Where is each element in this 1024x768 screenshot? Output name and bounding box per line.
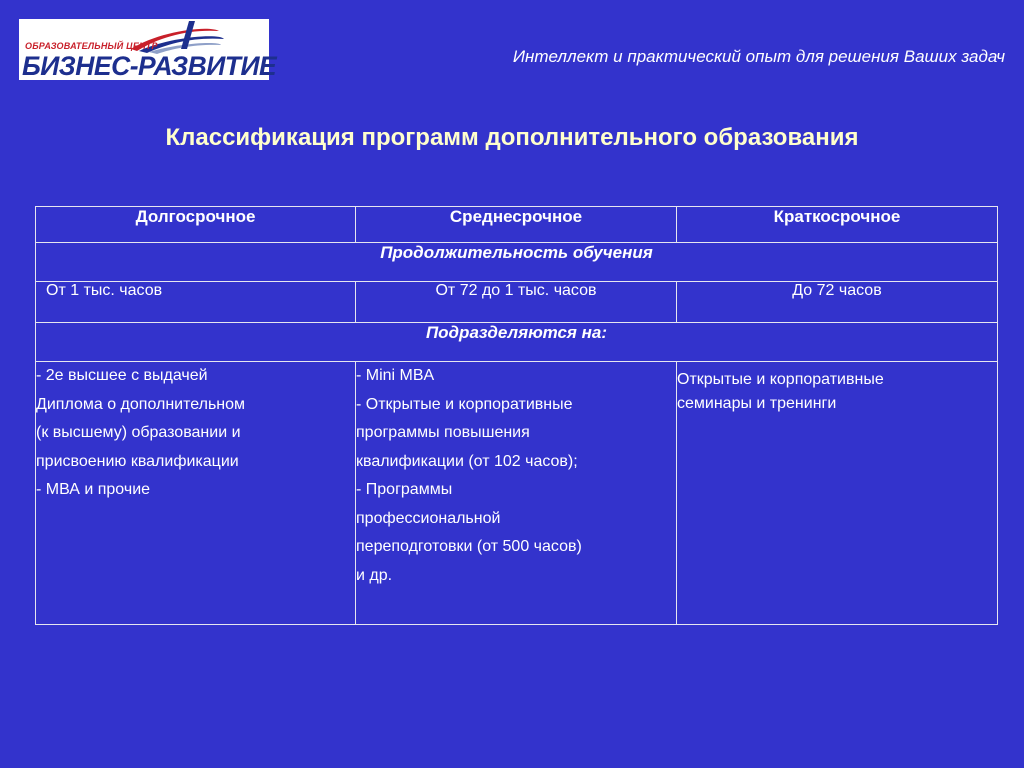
list-item: переподготовки (от 500 часов) [356,538,582,555]
short-term-details [677,362,998,625]
long-term-details [36,362,356,625]
mid-term-details [356,362,677,625]
list-item: профессиональной [356,509,501,527]
subdivided-row [36,323,998,362]
list-item: программы повышения [356,424,530,441]
hours-long-term: От 1 тыс. часов [36,282,356,323]
classification-table [35,206,998,625]
slide-title: Классификация программ дополнительного образования [165,124,859,151]
column-header-short-term: Краткосрочное [677,207,998,243]
column-header-long-term: Долгосрочное [36,207,356,243]
hours-mid-term: От 72 до 1 тыс. часов [356,282,677,323]
list-item: - Программы [356,481,453,498]
duration-row [36,243,998,282]
list-item: - МВА и прочие [36,481,151,498]
table-header-row [36,207,998,243]
column-header-mid-term: Среднесрочное [356,207,677,243]
list-item: - Mini MBA [356,367,435,384]
list-item: и др. [356,566,393,584]
list-item: - 2е высшее с выдачей [36,367,208,384]
subdivided-label: Подразделяются на: [36,323,998,362]
list-item: квалификации (от 102 часов); [356,452,578,470]
logo-center-text: ОБРАЗОВАТЕЛЬНЫЙ ЦЕНТР [25,41,158,51]
list-item: семинары и тренинги [677,395,837,412]
company-logo [19,19,277,81]
list-item: Открытые и корпоративные [677,371,884,388]
logo-brand-text: БИЗНЕС-РАЗВИТИЕ [22,51,277,81]
hours-short-term: До 72 часов [677,282,998,323]
list-item: Диплома о дополнительном [36,395,246,413]
hours-row [36,282,998,323]
header-tagline: Интеллект и практический опыт для решения Ваших задач [512,47,1005,66]
list-item: - Открытые и корпоративные [356,395,573,413]
list-item: присвоению квалификации [36,452,239,470]
detail-row [36,362,998,625]
list-item: (к высшему) образовании и [36,424,241,441]
duration-label: Продолжительность обучения [36,243,998,282]
